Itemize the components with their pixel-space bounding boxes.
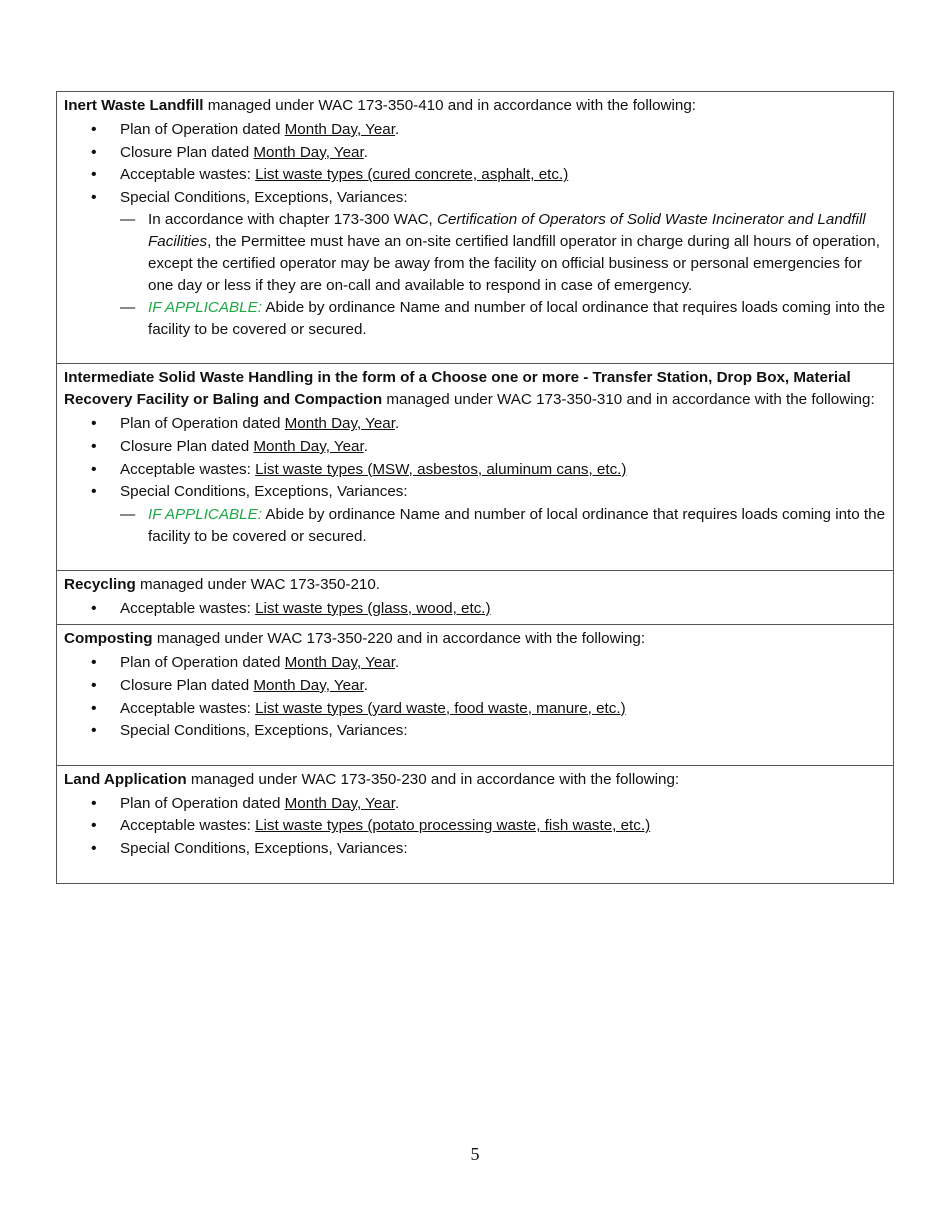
requirements-list <box>64 598 886 621</box>
requirements-list <box>64 652 886 742</box>
list-item <box>91 164 886 187</box>
section-inert-waste-landfill <box>57 92 894 364</box>
requirements-list <box>64 793 886 861</box>
special-conditions-list <box>120 209 886 341</box>
section-description: managed under WAC 173-350-210. <box>135 575 381 593</box>
list-item: • Plan of Operation dated Month Day, Year. <box>91 652 886 675</box>
condition-text: Abide by ordinance Name and number of local ordinance that requires loads coming into the facility to be covered or secured. <box>148 505 886 545</box>
section-composting <box>57 625 894 765</box>
section-recycling <box>57 570 894 625</box>
spacer <box>64 861 886 883</box>
closure-label: Closure Plan dated <box>120 143 254 161</box>
section-heading <box>64 95 886 117</box>
wastes-label: Acceptable wastes: <box>120 460 256 478</box>
plan-date-field[interactable]: Month Day, Year <box>284 654 395 672</box>
section-description: managed under WAC 173-350-220 and in accordance with the following: <box>152 630 646 648</box>
special-conditions-list <box>120 504 886 548</box>
list-item <box>91 698 886 721</box>
section-title: Composting <box>64 630 153 648</box>
closure-date-field[interactable]: Month Day, Year <box>253 676 364 694</box>
section-heading <box>64 628 886 650</box>
plan-label: Plan of Operation dated <box>120 415 285 433</box>
wastes-label: Acceptable wastes: <box>120 817 256 835</box>
list-item <box>91 815 886 838</box>
section-title: Land Application <box>64 770 187 788</box>
list-item <box>91 481 886 548</box>
wastes-label: Acceptable wastes: <box>120 699 256 717</box>
section-description: managed under WAC 173-350-310 and in accordance with the following: <box>382 391 875 409</box>
list-item <box>91 838 886 861</box>
list-item: • Plan of Operation dated Month Day, Year. <box>91 793 886 816</box>
section-land-application <box>57 765 894 883</box>
list-item: • Plan of Operation dated Month Day, Year. <box>91 119 886 142</box>
wastes-label: Acceptable wastes: <box>120 599 256 617</box>
spacer <box>64 341 886 363</box>
list-item: • Closure Plan dated Month Day, Year. <box>91 675 886 698</box>
list-item: • Closure Plan dated Month Day, Year. <box>91 436 886 459</box>
condition-text: In accordance with chapter 173-300 WAC, <box>148 211 437 229</box>
acceptable-wastes-field[interactable]: List waste types (glass, wood, etc.) <box>255 599 491 617</box>
section-title: Recycling <box>64 575 136 593</box>
section-intermediate-solid-waste <box>57 364 894 570</box>
page-number: 5 <box>470 1144 480 1164</box>
list-item: • Plan of Operation dated Month Day, Year. <box>91 413 886 436</box>
acceptable-wastes-field[interactable]: List waste types (MSW, asbestos, aluminum cans, etc.) <box>255 460 627 478</box>
section-heading <box>64 574 886 596</box>
closure-label: Closure Plan dated <box>120 676 254 694</box>
list-item <box>91 598 886 621</box>
if-applicable-label: IF APPLICABLE: <box>148 299 262 317</box>
wastes-label: Acceptable wastes: <box>120 166 256 184</box>
closure-date-field[interactable]: Month Day, Year <box>253 437 364 455</box>
section-heading <box>64 769 886 791</box>
plan-label: Plan of Operation dated <box>120 654 285 672</box>
requirements-list <box>64 413 886 547</box>
list-item <box>91 720 886 743</box>
section-description: managed under WAC 173-350-230 and in accordance with the following: <box>186 770 680 788</box>
plan-label: Plan of Operation dated <box>120 121 285 138</box>
list-item <box>120 209 886 297</box>
spacer <box>64 743 886 765</box>
special-conditions-label: Special Conditions, Exceptions, Variances: <box>120 483 408 501</box>
section-description: managed under WAC 173-350-410 and in accordance with the following: <box>203 97 697 114</box>
condition-text: , the Permittee must have an on-site certified landfill operator in charge during all hours of operation, except the certified operator may be away from the facility on official business or personal emergencies for one day or less if they are on-call and available to respond in case of emergency. <box>148 233 880 295</box>
plan-date-field[interactable]: Month Day, Year <box>284 794 395 812</box>
closure-label: Closure Plan dated <box>120 437 254 455</box>
plan-date-field[interactable]: Month Day, Year <box>284 121 395 138</box>
list-item: • Closure Plan dated Month Day, Year. <box>91 142 886 165</box>
list-item <box>120 297 886 341</box>
regulation-title: Certification of Operators of Solid Waste Incinerator and Landfill Facilities <box>148 211 866 251</box>
acceptable-wastes-field[interactable]: List waste types (cured concrete, asphalt, etc.) <box>255 166 569 184</box>
section-title: Inert Waste Landfill <box>64 97 204 114</box>
document-page <box>56 91 894 884</box>
closure-date-field[interactable]: Month Day, Year <box>253 143 364 161</box>
if-applicable-label: IF APPLICABLE: <box>148 505 262 523</box>
facility-sections-table <box>56 91 894 884</box>
section-heading <box>64 367 886 411</box>
section-title: Intermediate Solid Waste Handling in the form of a Choose one or more - Transfer Station, Drop Box, Material Recovery Facility or Baling and Compaction <box>64 369 851 409</box>
special-conditions-label: Special Conditions, Exceptions, Variances: <box>120 188 408 206</box>
condition-text: Abide by ordinance Name and number of local ordinance that requires loads coming into the facility to be covered or secured. <box>148 299 886 339</box>
requirements-list <box>64 119 886 341</box>
list-item <box>120 504 886 548</box>
acceptable-wastes-field[interactable]: List waste types (yard waste, food waste, manure, etc.) <box>255 699 626 717</box>
plan-label: Plan of Operation dated <box>120 794 285 812</box>
acceptable-wastes-field[interactable]: List waste types (potato processing waste, fish waste, etc.) <box>255 817 651 835</box>
spacer <box>64 548 886 570</box>
special-conditions-label: Special Conditions, Exceptions, Variances: <box>120 839 408 857</box>
spacer <box>64 620 886 624</box>
plan-date-field[interactable]: Month Day, Year <box>284 415 395 433</box>
special-conditions-label: Special Conditions, Exceptions, Variances: <box>120 722 408 740</box>
list-item <box>91 187 886 342</box>
list-item <box>91 459 886 482</box>
